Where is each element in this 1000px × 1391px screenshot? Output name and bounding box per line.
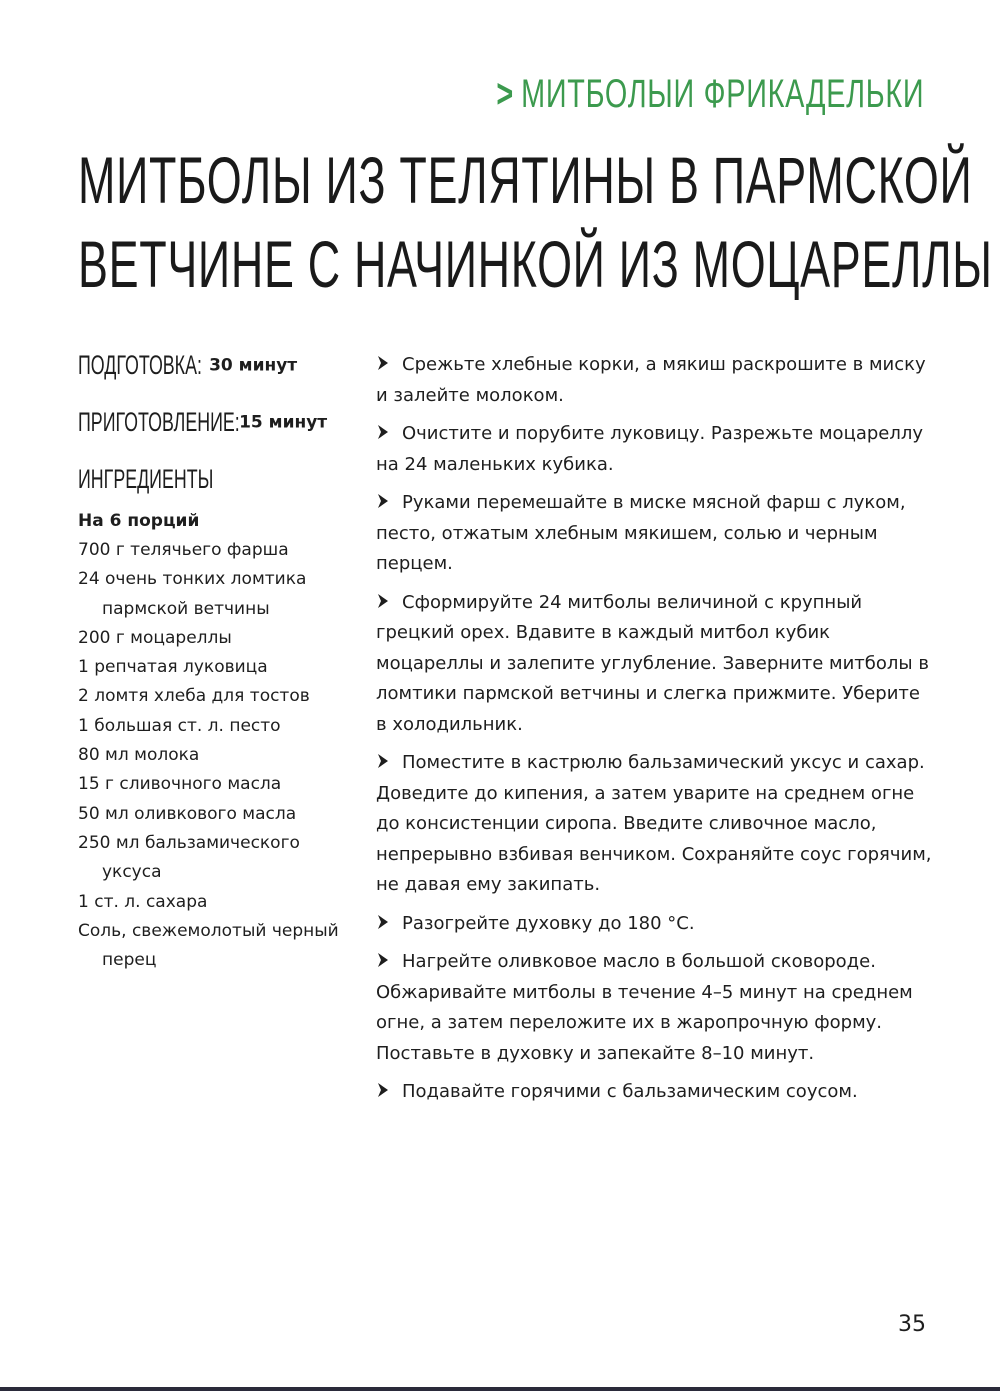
chevron-right-icon: > xyxy=(496,72,514,116)
chevron-right-icon xyxy=(376,493,390,509)
chevron-right-icon xyxy=(376,753,390,769)
step-text: Сформируйте 24 митболы величиной с крупный грецкий орех. Вдавите в каждый митбол кубик моцареллы и залепите углубление. Заверните митболы в ломтики пармской ветчины и слегка прижмите. Уберите в холодильник. xyxy=(376,591,929,735)
recipe-title-line: МИТБОЛЫ ИЗ ТЕЛЯТИНЫ В ПАРМСКОЙ xyxy=(78,143,973,217)
step xyxy=(376,947,932,1069)
step-text: Срежьте хлебные корки, а мякиш раскрошите в миску и залейте молоком. xyxy=(376,354,926,406)
step xyxy=(376,588,932,741)
ingredient-item: Соль, свежемолотый черный перец xyxy=(78,920,339,971)
step-text: Руками перемешайте в миске мясной фарш с луком, песто, отжатым хлебным мякишем, солью и черным перцем. xyxy=(376,492,906,574)
ingredient-item: 2 ломтя хлеба для тостов xyxy=(78,686,310,707)
ingredients-list xyxy=(78,536,348,975)
prep-time xyxy=(78,350,348,381)
section-label-text: МИТБОЛЫИ ФРИКАДЕЛЬКИ xyxy=(520,72,924,116)
step-text: Подавайте горячими с бальзамическим соусом. xyxy=(402,1081,858,1102)
ingredient-item: 200 г моцареллы xyxy=(78,627,232,648)
cook-time-label: ПРИГОТОВЛЕНИЕ: xyxy=(78,407,240,437)
prep-time-label: ПОДГОТОВКА: xyxy=(78,350,202,380)
ingredient-item: 24 очень тонких ломтика пармской ветчины xyxy=(78,569,307,619)
ingredient-item: 1 ст. л. сахара xyxy=(78,891,208,912)
chevron-right-icon xyxy=(376,355,390,371)
servings: На 6 порций xyxy=(78,511,200,531)
step xyxy=(376,909,932,940)
step xyxy=(376,419,932,480)
ingredient-item: 250 мл бальзамического уксуса xyxy=(78,832,300,883)
chevron-right-icon xyxy=(376,914,390,930)
step-text: Очистите и порубите луковицу. Разрежьте моцареллу на 24 маленьких кубика. xyxy=(376,423,924,475)
step xyxy=(376,350,932,411)
ingredients-heading: ИНГРЕДИЕНТЫ xyxy=(78,464,214,494)
chevron-right-icon xyxy=(376,593,390,609)
chevron-right-icon xyxy=(376,424,390,440)
ingredient-item: 700 г телячьего фарша xyxy=(78,540,289,560)
chevron-right-icon xyxy=(376,952,390,968)
page-number: 35 xyxy=(898,1312,926,1337)
recipe-info-column xyxy=(78,350,348,975)
ingredient-item: 15 г сливочного масла xyxy=(78,774,282,795)
step-text: Поместите в кастрюлю бальзамический уксус и сахар. Доведите до кипения, а затем уварите на среднем огне до консистенции сиропа. Введите сливочное масло, непрерывно взбивая венчиком. Сохраняйте соус горячим, не давая ему закипать. xyxy=(376,752,932,895)
steps-column xyxy=(376,350,932,1116)
ingredient-item: 50 мл оливкового масла xyxy=(78,803,297,824)
step xyxy=(376,748,932,901)
ingredient-item: 1 репчатая луковица xyxy=(78,657,268,678)
step xyxy=(376,488,932,580)
ingredient-item: 80 мл молока xyxy=(78,745,200,766)
cook-time-value: 15 минут xyxy=(239,412,328,433)
section-label xyxy=(496,72,924,117)
cook-time xyxy=(78,407,348,438)
chevron-right-icon xyxy=(376,1082,390,1098)
recipe-title-line: ВЕТЧИНЕ С НАЧИНКОЙ ИЗ МОЦАРЕЛЛЫ xyxy=(78,227,993,301)
step-text: Нагрейте оливковое масло в большой сковороде. Обжаривайте митболы в течение 4–5 минут на среднем огне, а затем переложите их в жаропрочную форму. Поставьте в духовку и запекайте 8–10 минут. xyxy=(376,951,913,1064)
step xyxy=(376,1077,932,1108)
prep-time-value: 30 минут xyxy=(209,355,298,376)
ingredient-item: 1 большая ст. л. песто xyxy=(78,715,281,736)
recipe-title xyxy=(78,138,993,306)
step-text: Разогрейте духовку до 180 °C. xyxy=(402,912,695,934)
